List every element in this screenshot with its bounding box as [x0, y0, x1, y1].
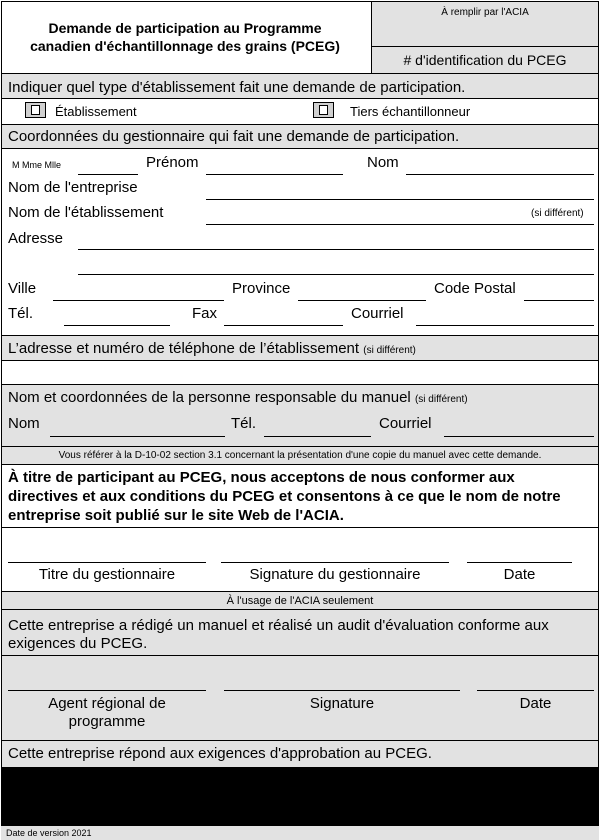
cfia-use-heading: À l'usage de l'ACIA seulement	[226, 595, 374, 607]
cfia-signature-label: Signature	[309, 695, 375, 712]
pceg-id-label: # d'identification du PCEG	[403, 52, 567, 68]
version-date: Date de version 2021	[6, 828, 92, 838]
cfia-statement-line2: exigences du PCEG.	[8, 635, 148, 652]
phone-label: Tél.	[8, 305, 34, 322]
manual-email-label: Courriel	[379, 415, 432, 432]
manual-phone-label: Tél.	[231, 415, 257, 432]
establishment-contact-heading: L’adresse et numéro de téléphone de l’établissement (si différent)	[8, 340, 416, 357]
agent-label-line1: Agent régional de	[48, 695, 166, 712]
salutation-label: M Mme Mlle	[12, 160, 61, 170]
manual-notice: Vous référer à la D-10-02 section 3.1 concernant la présentation d'une copie du manuel avec cette demande.	[58, 450, 542, 461]
form-title-line2: canadien d'échantillonnage des grains (PCEG)	[30, 38, 340, 54]
approval-statement: Cette entreprise répond aux exigences d'approbation au PCEG.	[8, 745, 432, 762]
province-label: Province	[232, 280, 291, 297]
city-label: Ville	[8, 280, 37, 297]
cfia-date-label: Date	[519, 695, 552, 712]
type-heading: Indiquer quel type d'établissement fait une demande de participation.	[8, 79, 466, 96]
postal-code-label: Code Postal	[434, 280, 516, 297]
manual-contact-heading: Nom et coordonnées de la personne responsable du manuel (si différent)	[8, 389, 468, 406]
manager-signature-label: Signature du gestionnaire	[249, 566, 421, 583]
manager-title-label: Titre du gestionnaire	[38, 566, 176, 583]
agreement-line1: À titre de participant au PCEG, nous acceptons de nous conformer aux	[8, 469, 515, 486]
manager-date-label: Date	[503, 566, 536, 583]
manual-name-label: Nom	[8, 415, 40, 432]
cfia-box-label: À remplir par l'ACIA	[441, 7, 529, 18]
third-party-option-label: Tiers échantillonneur	[350, 104, 471, 119]
email-label: Courriel	[351, 305, 404, 322]
agreement-line2: directives et aux conditions du PCEG et consentons à ce que le nom de notre	[8, 488, 561, 505]
first-name-label: Prénom	[146, 154, 199, 171]
manager-heading: Coordonnées du gestionnaire qui fait une demande de participation.	[8, 128, 460, 145]
establishment-option-label: Établissement	[55, 104, 137, 119]
last-name-label: Nom	[367, 154, 399, 171]
company-label: Nom de l'entreprise	[8, 179, 138, 196]
cfia-statement-line1: Cette entreprise a rédigé un manuel et réalisé un audit d'évaluation conforme aux	[8, 617, 549, 634]
address-label: Adresse	[8, 230, 64, 247]
fax-label: Fax	[192, 305, 218, 322]
form-title-line1: Demande de participation au Programme	[48, 20, 322, 36]
establishment-name-label: Nom de l'établissement	[8, 204, 164, 221]
agreement-line3: entreprise soit publié sur le site Web de l'ACIA.	[8, 507, 344, 524]
establishment-if-different: (si différent)	[531, 208, 584, 219]
agent-label-line2: programme	[68, 713, 146, 730]
form-frame	[1, 1, 599, 826]
